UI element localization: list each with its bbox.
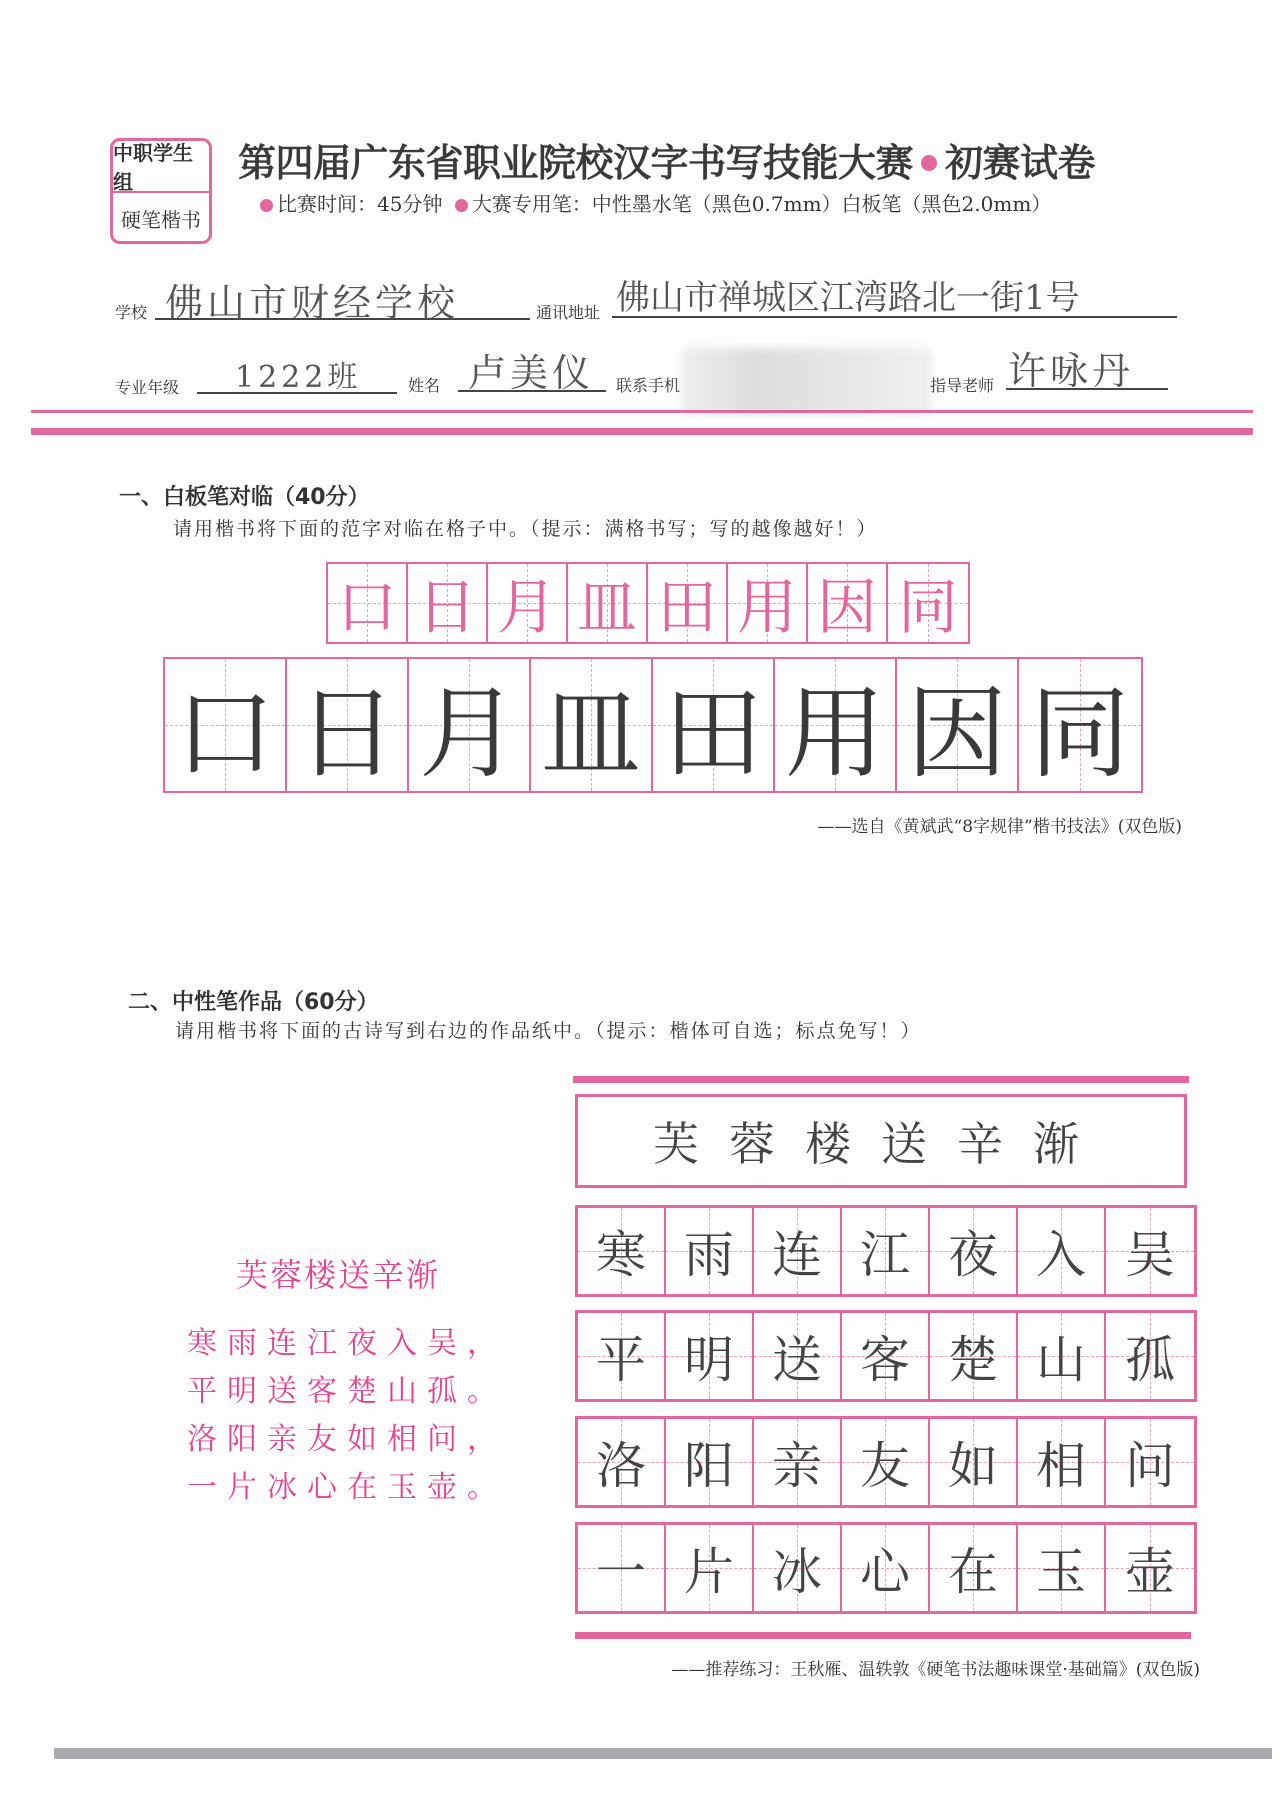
teacher-label: 指导老师: [930, 376, 995, 395]
school-value: 佛山市财经学校: [165, 281, 460, 325]
badge-category: 硬笔楷书: [121, 207, 201, 232]
exam-info: [260, 188, 1051, 217]
address-label: 通讯地址: [536, 303, 601, 322]
work-cell[interactable]: [666, 1208, 754, 1294]
char: 口: [337, 573, 397, 643]
work-cell[interactable]: [666, 1419, 754, 1505]
work-cell[interactable]: [578, 1313, 666, 1399]
work-cell[interactable]: [666, 1313, 754, 1399]
char: 皿: [541, 675, 641, 792]
divider-line: [31, 410, 1253, 413]
work-cell[interactable]: [578, 1419, 666, 1505]
char: 口: [175, 675, 275, 792]
work-char: 客: [860, 1331, 910, 1389]
work-title: 芙蓉楼送辛渐: [653, 1117, 1109, 1171]
group-badge: [110, 138, 212, 244]
work-cell[interactable]: [1018, 1313, 1106, 1399]
work-char: 阳: [684, 1437, 734, 1495]
work-cell[interactable]: [1106, 1525, 1194, 1611]
work-char: 如: [948, 1437, 998, 1495]
teacher-field[interactable]: [1006, 338, 1168, 393]
char-cell: [531, 659, 653, 791]
work-cell[interactable]: [666, 1525, 754, 1611]
badge-group: 中职学生组: [113, 141, 209, 193]
name-field[interactable]: [458, 340, 606, 395]
work-char: 片: [684, 1543, 734, 1601]
scan-edge-bar: [54, 1748, 1272, 1759]
work-paper-bottom-border: [575, 1632, 1191, 1639]
poem-line: 洛阳亲友如相问，: [187, 1422, 507, 1457]
char-cell: [897, 659, 1019, 791]
name-value: 卢美仪: [468, 351, 595, 395]
work-cell[interactable]: [754, 1208, 842, 1294]
work-cell[interactable]: [842, 1313, 930, 1399]
work-title-box[interactable]: [575, 1094, 1187, 1188]
work-char: 在: [948, 1543, 998, 1601]
work-char: 寒: [596, 1226, 646, 1284]
work-cell[interactable]: [754, 1525, 842, 1611]
work-char: 问: [1125, 1437, 1175, 1495]
work-char: 平: [596, 1331, 646, 1389]
work-char: 心: [860, 1543, 910, 1601]
teacher-value: 许咏丹: [1008, 349, 1135, 393]
work-cell[interactable]: [578, 1525, 666, 1611]
pen-info: 大赛专用笔：中性墨水笔（黑色0.7mm）白板笔（黑色2.0mm）: [471, 192, 1052, 216]
work-char: 连: [772, 1226, 822, 1284]
address-field[interactable]: [612, 266, 1177, 318]
char: 用: [785, 675, 885, 792]
work-char: 一: [596, 1543, 646, 1601]
section1-source: ——选自《黄斌武“8字规律”楷书技法》(双色版): [817, 817, 1182, 837]
work-char: 相: [1036, 1437, 1086, 1495]
char-cell: [488, 564, 568, 642]
page-title: [238, 132, 1095, 187]
model-char-grid: [326, 562, 970, 644]
work-char: 孤: [1125, 1331, 1175, 1389]
char: 皿: [577, 573, 637, 643]
work-char: 江: [860, 1226, 910, 1284]
char-cell: [568, 564, 648, 642]
char-cell: [165, 659, 287, 791]
work-char: 玉: [1036, 1543, 1086, 1601]
work-char: 明: [684, 1331, 734, 1389]
char-cell: [409, 659, 531, 791]
class-label: 专业年级: [115, 378, 180, 397]
class-field[interactable]: [197, 350, 397, 394]
school-label: 学校: [115, 303, 148, 322]
work-row: [575, 1522, 1197, 1614]
time-info: 比赛时间：45分钟: [277, 192, 443, 216]
poem-line: 寒雨连江夜入吴，: [187, 1326, 507, 1361]
char: 同: [898, 573, 958, 643]
section2-instruction: 请用楷书将下面的古诗写到右边的作品纸中。（提示：楷体可自选；标点免写！）: [175, 1020, 922, 1042]
school-field[interactable]: [155, 270, 530, 325]
work-cell[interactable]: [842, 1208, 930, 1294]
char-cell: [808, 564, 888, 642]
work-row: [575, 1205, 1197, 1297]
char-cell: [775, 659, 897, 791]
work-char: 洛: [596, 1437, 646, 1495]
work-cell[interactable]: [1106, 1313, 1194, 1399]
work-row: [575, 1310, 1197, 1402]
bullet-dot-icon: [260, 199, 273, 212]
work-cell[interactable]: [930, 1525, 1018, 1611]
section2-title: 二、中性笔作品（60分）: [128, 990, 379, 1015]
work-char: 夜: [948, 1226, 998, 1284]
work-char: 友: [860, 1437, 910, 1495]
bullet-dot-icon: [455, 199, 468, 212]
char: 月: [497, 573, 557, 643]
work-cell[interactable]: [1018, 1525, 1106, 1611]
work-char: 雨: [684, 1226, 734, 1284]
char: 因: [817, 573, 877, 643]
section1-instruction: 请用楷书将下面的范字对临在格子中。（提示：满格书写；写的越像越好！）: [173, 518, 878, 540]
char-cell: [648, 564, 728, 642]
work-char: 入: [1036, 1226, 1086, 1284]
work-char: 楚: [948, 1331, 998, 1389]
work-char: 吴: [1125, 1226, 1175, 1284]
char: 用: [737, 573, 797, 643]
char-cell: [653, 659, 775, 791]
work-row: [575, 1416, 1197, 1508]
char: 日: [297, 675, 397, 792]
title-main: 第四届广东省职业院校汉字书写技能大赛: [238, 141, 914, 185]
section1-title: 一、白板笔对临（40分）: [119, 485, 370, 510]
char: 因: [907, 675, 1007, 792]
poem-line: 平明送客楚山孤。: [187, 1374, 507, 1409]
work-char: 冰: [772, 1543, 822, 1601]
name-label: 姓名: [408, 376, 441, 395]
work-cell[interactable]: [1106, 1208, 1194, 1294]
work-cell[interactable]: [1018, 1208, 1106, 1294]
work-cell[interactable]: [754, 1313, 842, 1399]
char-cell: [408, 564, 488, 642]
work-char: 送: [772, 1331, 822, 1389]
char-cell: [728, 564, 808, 642]
char: 月: [419, 675, 519, 792]
divider-line: [31, 428, 1253, 435]
practice-char-grid: [163, 657, 1143, 793]
address-value: 佛山市禅城区江湾路北一街1号: [616, 278, 1080, 318]
work-cell[interactable]: [930, 1313, 1018, 1399]
work-char: 壶: [1125, 1543, 1175, 1601]
char-cell: [1019, 659, 1141, 791]
class-value: 1222班: [235, 360, 362, 395]
work-cell[interactable]: [842, 1525, 930, 1611]
char: 同: [1030, 675, 1130, 792]
char-cell: [888, 564, 968, 642]
poem-title: 芙蓉楼送辛渐: [236, 1256, 441, 1294]
work-cell[interactable]: [930, 1208, 1018, 1294]
char-cell: [328, 564, 408, 642]
char: 田: [657, 573, 717, 643]
char: 日: [417, 573, 477, 643]
work-cell[interactable]: [842, 1419, 930, 1505]
work-cell[interactable]: [1018, 1419, 1106, 1505]
work-char: 山: [1036, 1331, 1086, 1389]
recommend-text: ——推荐练习：王秋雁、温轶敦《硬笔书法趣味课堂·基础篇》(双色版): [671, 1660, 1200, 1680]
poem-line: 一片冰心在玉壶。: [187, 1470, 507, 1505]
bullet-dot-icon: [921, 155, 937, 171]
work-cell[interactable]: [754, 1419, 842, 1505]
work-cell[interactable]: [930, 1419, 1018, 1505]
phone-label: 联系手机: [616, 376, 681, 395]
work-paper-top-border: [573, 1076, 1189, 1083]
char-cell: [287, 659, 409, 791]
title-suffix: 初赛试卷: [945, 141, 1096, 185]
work-cell[interactable]: [1106, 1419, 1194, 1505]
char: 田: [663, 675, 763, 792]
work-char: 亲: [772, 1437, 822, 1495]
phone-redacted: [682, 348, 932, 414]
work-cell[interactable]: [578, 1208, 666, 1294]
